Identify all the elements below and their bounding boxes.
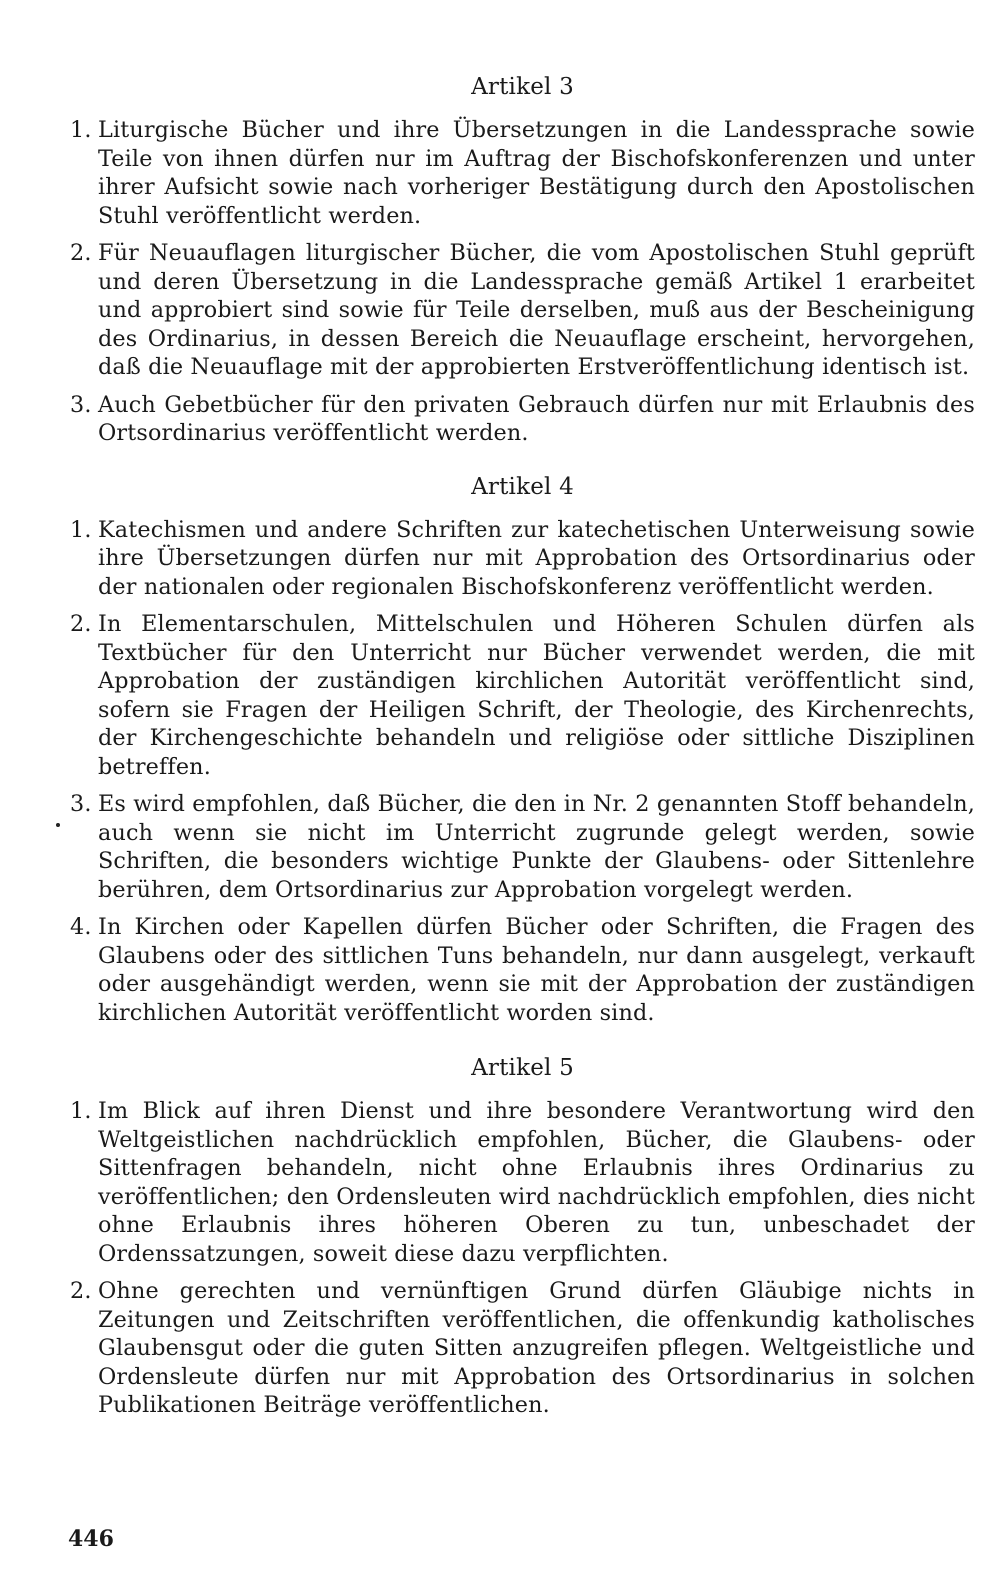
article-5-paragraph-1 bbox=[70, 1097, 975, 1268]
paragraph-number: 1. bbox=[70, 516, 92, 543]
paragraph-number: 3. bbox=[70, 791, 92, 817]
paragraph-number: 4. bbox=[70, 914, 92, 940]
paragraph-number: 2. bbox=[70, 611, 92, 637]
margin-dot bbox=[56, 823, 60, 827]
document-page bbox=[70, 72, 975, 1429]
article-4-paragraph-1 bbox=[70, 516, 975, 602]
article-3-paragraph-2 bbox=[70, 239, 975, 382]
paragraph-text: Katechismen und andere Schriften zur katechetischen Unterweisung sowie ihre Übersetzungen dürfen nur mit Approbation des Ortsordinarius oder der nationalen oder regionalen Bischofskonferenz veröffentlicht werden. bbox=[98, 516, 975, 600]
paragraph-text: Liturgische Bücher und ihre Übersetzungen in die Landessprache sowie Teile von ihnen dürfen nur im Auftrag der Bischofskonferenzen und unter ihrer Aufsicht sowie nach vorheriger Bestätigung durch den Apostolischen Stuhl veröffentlicht werden. bbox=[98, 117, 975, 229]
article-4-paragraph-3 bbox=[70, 790, 975, 904]
paragraph-number: 3. bbox=[70, 391, 92, 418]
paragraph-text: Für Neuauflagen liturgischer Bücher, die vom Apostolischen Stuhl geprüft und deren Übersetzung in die Landessprache gemäß Artikel 1 erarbeitet und approbiert sind sowie für Teile derselben, muß aus der Bescheinigung des Ordinarius, in dessen Bereich die Neuauflage erscheint, hervorgehen, daß die Neuauflage mit der approbierten Erstveröffentlichung identisch ist. bbox=[98, 240, 975, 380]
paragraph-number: 2. bbox=[70, 1278, 92, 1304]
article-5-paragraph-2 bbox=[70, 1277, 975, 1420]
article-3-heading: Artikel 3 bbox=[471, 74, 574, 100]
paragraph-text: In Elementarschulen, Mittelschulen und Höheren Schulen dürfen als Textbücher für den Unterricht nur Bücher verwendet werden, die mit Approbation der zuständigen kirchlichen Autorität veröffentlicht sind, sofern sie Fragen der Heiligen Schrift, der Theologie, des Kirchenrechts, der Kirchengeschichte behandeln und religiöse oder sittliche Disziplinen betreffen. bbox=[98, 611, 975, 780]
page-number: 446 bbox=[68, 1526, 114, 1552]
article-4-paragraph-2 bbox=[70, 610, 975, 781]
article-5-heading: Artikel 5 bbox=[471, 1055, 574, 1081]
paragraph-text: Es wird empfohlen, daß Bücher, die den in Nr. 2 genannten Stoff behandeln, auch wenn sie nicht im Unterricht zugrunde gelegt werden, sowie Schriften, die besonders wichtige Punkte der Glaubens- oder Sittenlehre berühren, dem Ortsordinarius zur Approbation vorgelegt werden. bbox=[98, 791, 975, 903]
paragraph-number: 1. bbox=[70, 117, 92, 143]
article-3-paragraph-3 bbox=[70, 391, 975, 448]
paragraph-text: Im Blick auf ihren Dienst und ihre besondere Verantwortung wird den Weltgeistlichen nachdrücklich empfohlen, Bücher, die Glaubens- oder Sittenfragen behandeln, nicht ohne Erlaubnis ihres Ordinarius zu veröffentlichen; den Ordensleuten wird nachdrücklich empfohlen, dies nicht ohne Erlaubnis ihres höheren Oberen zu tun, unbeschadet der Ordenssatzungen, soweit diese dazu verpflichten. bbox=[98, 1098, 975, 1267]
paragraph-text: Auch Gebetbücher für den privaten Gebrauch dürfen nur mit Erlaubnis des Ortsordinarius veröffentlicht werden. bbox=[98, 391, 975, 446]
article-3-paragraph-1 bbox=[70, 116, 975, 230]
paragraph-number: 1. bbox=[70, 1098, 92, 1124]
paragraph-text: In Kirchen oder Kapellen dürfen Bücher oder Schriften, die Fragen des Glaubens oder des sittlichen Tuns behandeln, nur dann ausgelegt, verkauft oder ausgehändigt werden, wenn sie mit der Approbation der zuständigen kirchlichen Autorität veröffentlicht worden sind. bbox=[98, 914, 975, 1026]
article-4-paragraph-4 bbox=[70, 913, 975, 1027]
article-4-heading: Artikel 4 bbox=[471, 473, 574, 500]
paragraph-text: Ohne gerechten und vernünftigen Grund dürfen Gläubige nichts in Zeitungen und Zeitschriften veröffentlichen, die offenkundig katholisches Glaubensgut oder die guten Sitten anzugreifen pflegen. Weltgeistliche und Ordensleute dürfen nur mit Approbation des Ortsordinarius in solchen Publikationen Beiträge veröffentlichen. bbox=[98, 1278, 975, 1418]
paragraph-number: 2. bbox=[70, 240, 92, 266]
